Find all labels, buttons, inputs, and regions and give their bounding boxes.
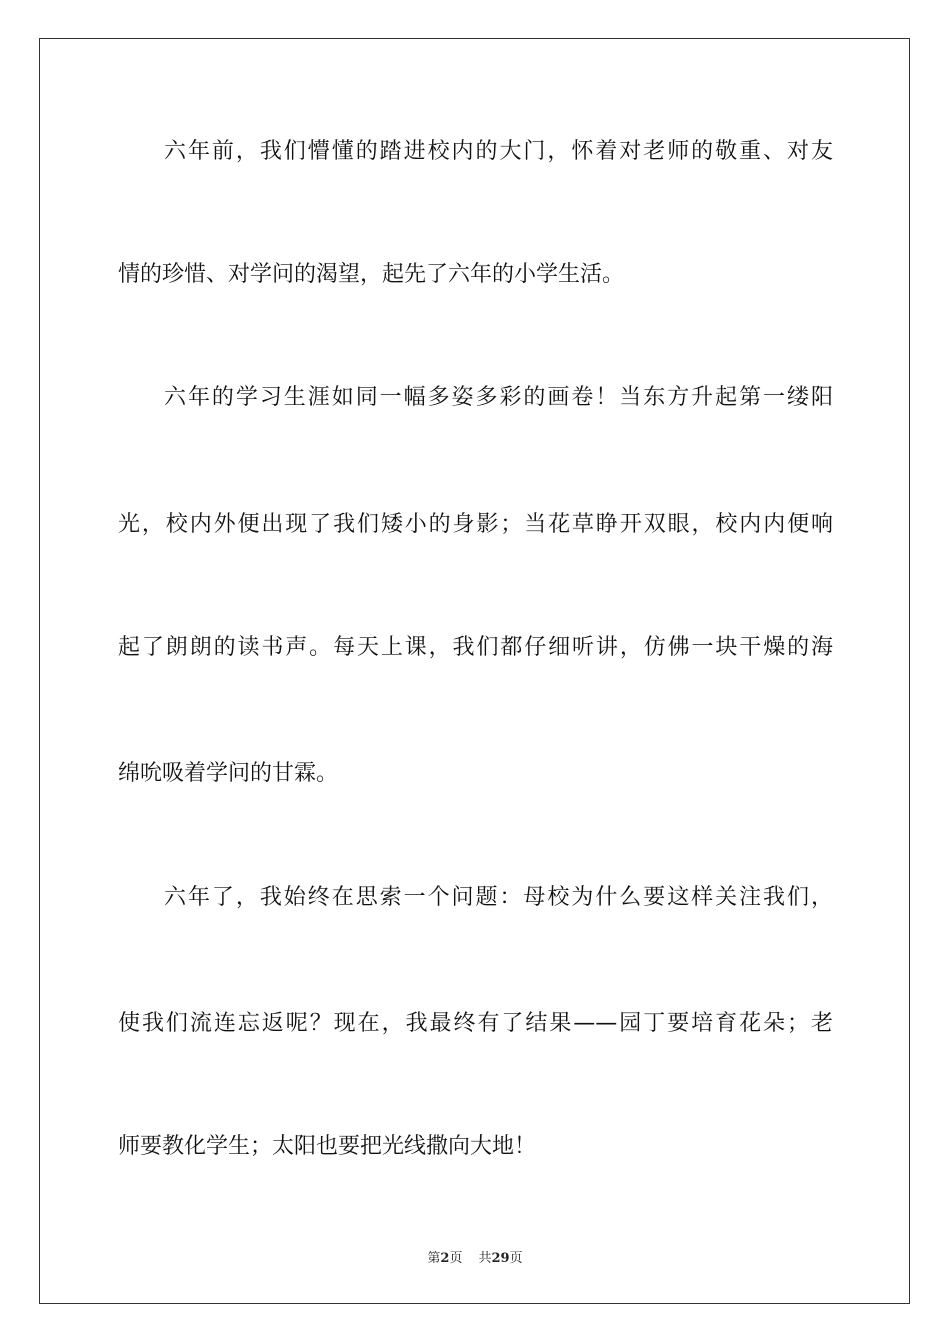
paragraph-2-line-1: 六年的学习生涯如同一幅多姿多彩的画卷！当东方升起第一缕阳 [164, 385, 833, 410]
page-border [39, 38, 910, 1304]
total-pages: 29 [491, 1251, 510, 1266]
paragraph-1-line-2: 情的珍惜、对学问的渴望，起先了六年的小学生活。 [118, 262, 625, 287]
paragraph-1-line-1: 六年前，我们懵懂的踏进校内的大门，怀着对老师的敬重、对友 [164, 139, 833, 164]
paragraph-2-line-2: 光，校内外便出现了我们矮小的身影；当花草睁开双眼，校内内便响 [118, 512, 833, 537]
paragraph-3-line-2: 使我们流连忘返呢？现在，我最终有了结果——园丁要培育花朵；老 [118, 1011, 833, 1036]
page-suffix: 页 [449, 1251, 463, 1266]
page-number: 2 [440, 1251, 450, 1266]
paragraph-2-line-4: 绵吮吸着学问的甘霖。 [118, 761, 339, 786]
paragraph-2-line-3: 起了朗朗的读书声。每天上课，我们都仔细听讲，仿佛一块干燥的海 [118, 635, 833, 660]
page-footer [0, 1247, 950, 1266]
paragraph-3-line-1: 六年了，我始终在思索一个问题：母校为什么要这样关注我们， [164, 885, 833, 910]
total-prefix: 共 [478, 1251, 492, 1266]
page-prefix: 第 [427, 1251, 441, 1266]
total-suffix: 页 [509, 1251, 523, 1266]
paragraph-3-line-3: 师要教化学生；太阳也要把光线撒向大地！ [118, 1134, 537, 1159]
